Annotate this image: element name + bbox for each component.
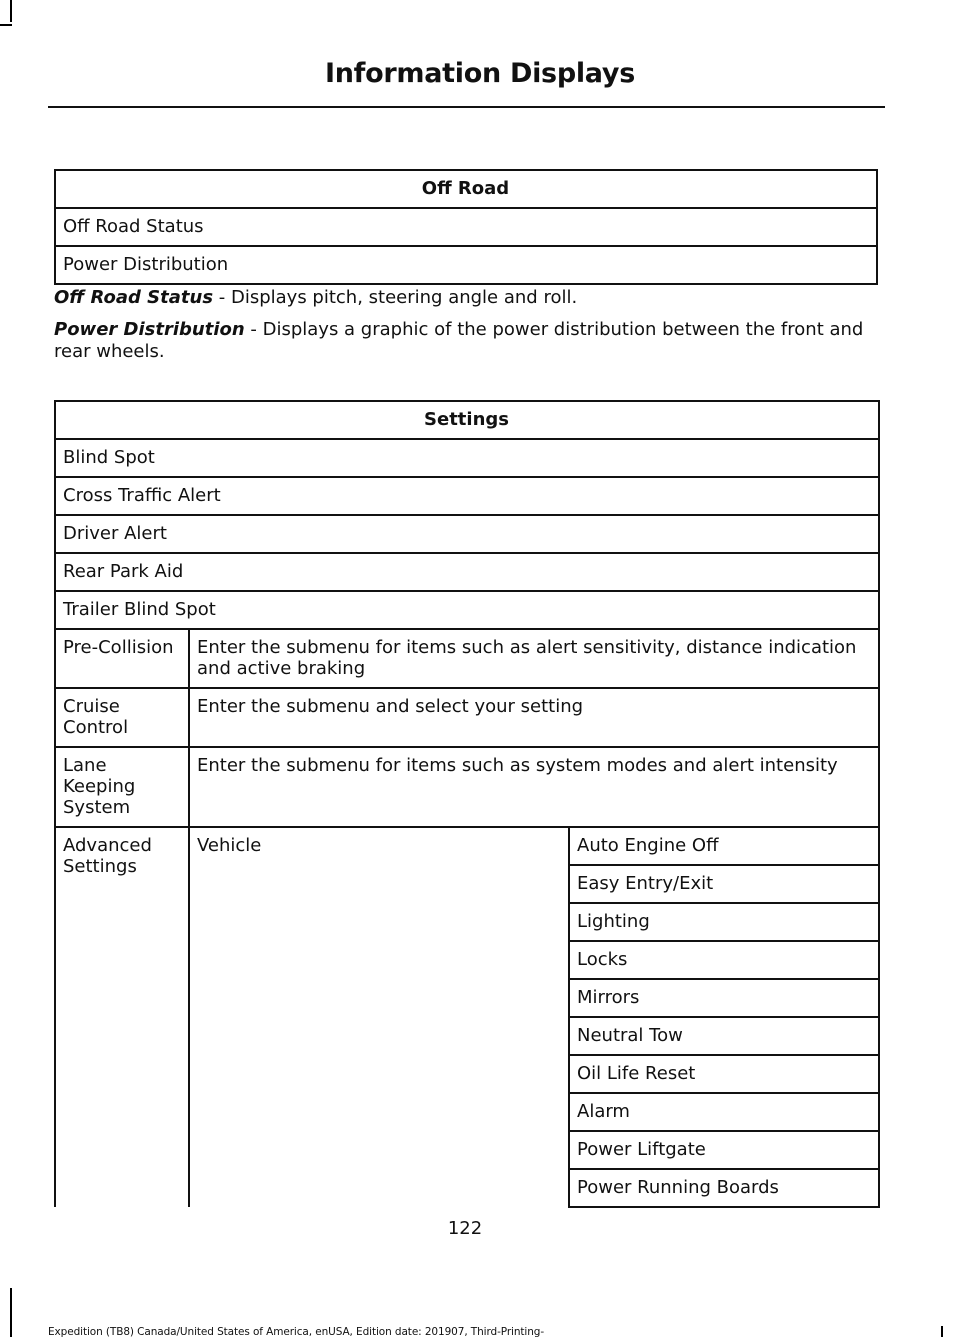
- setting-description: Enter the submenu and select your setting: [189, 688, 879, 747]
- header-divider: [48, 106, 885, 108]
- crop-mark: [10, 1288, 12, 1337]
- table-row: Trailer Blind Spot: [55, 591, 879, 629]
- page-title: Information Displays: [325, 58, 635, 89]
- table-row: Alarm: [569, 1093, 879, 1131]
- settings-table: [54, 400, 880, 1208]
- setting-label: Advanced Settings: [55, 827, 189, 1207]
- settings-table-title: Settings: [55, 401, 879, 439]
- setting-label: Lane Keeping System: [55, 747, 189, 827]
- description-power-distribution: [54, 319, 880, 363]
- footer-text: Expedition (TB8) Canada/United States of America, enUSA, Edition date: 201907, Third-Printing-: [48, 1326, 545, 1338]
- submenu-label: Vehicle: [189, 827, 569, 1207]
- table-row: Mirrors: [569, 979, 879, 1017]
- setting-label: Cruise Control: [55, 688, 189, 747]
- table-row: Power Liftgate: [569, 1131, 879, 1169]
- table-row: Driver Alert: [55, 515, 879, 553]
- table-row: Oil Life Reset: [569, 1055, 879, 1093]
- description-term: Off Road Status: [54, 287, 214, 308]
- description-off-road-status: [54, 287, 880, 309]
- off-road-table: [54, 169, 878, 285]
- crop-mark: [941, 1326, 943, 1337]
- table-row: Off Road Status: [55, 208, 877, 246]
- table-row: Auto Engine Off: [569, 827, 879, 865]
- table-row: Cross Traffic Alert: [55, 477, 879, 515]
- off-road-table-title: Off Road: [55, 170, 877, 208]
- crop-mark: [0, 24, 12, 26]
- table-row: Lighting: [569, 903, 879, 941]
- description-text: - Displays pitch, steering angle and roll.: [213, 287, 578, 308]
- description-term: Power Distribution: [54, 319, 245, 340]
- table-row: Power Running Boards: [569, 1169, 879, 1207]
- table-row: Neutral Tow: [569, 1017, 879, 1055]
- description-text: - Displays a graphic of the power distribution between the front and rear wheels.: [54, 319, 864, 362]
- setting-description: Enter the submenu for items such as system modes and alert intensity: [189, 747, 879, 827]
- table-row: Locks: [569, 941, 879, 979]
- table-row: Easy Entry/Exit: [569, 865, 879, 903]
- crop-mark: [10, 0, 12, 22]
- page-number: 122: [447, 1218, 483, 1239]
- setting-description: Enter the submenu for items such as alert sensitivity, distance indication and active braking: [189, 629, 879, 688]
- table-row: Rear Park Aid: [55, 553, 879, 591]
- setting-label: Pre-Collision: [55, 629, 189, 688]
- table-row: Blind Spot: [55, 439, 879, 477]
- table-row: Power Distribution: [55, 246, 877, 284]
